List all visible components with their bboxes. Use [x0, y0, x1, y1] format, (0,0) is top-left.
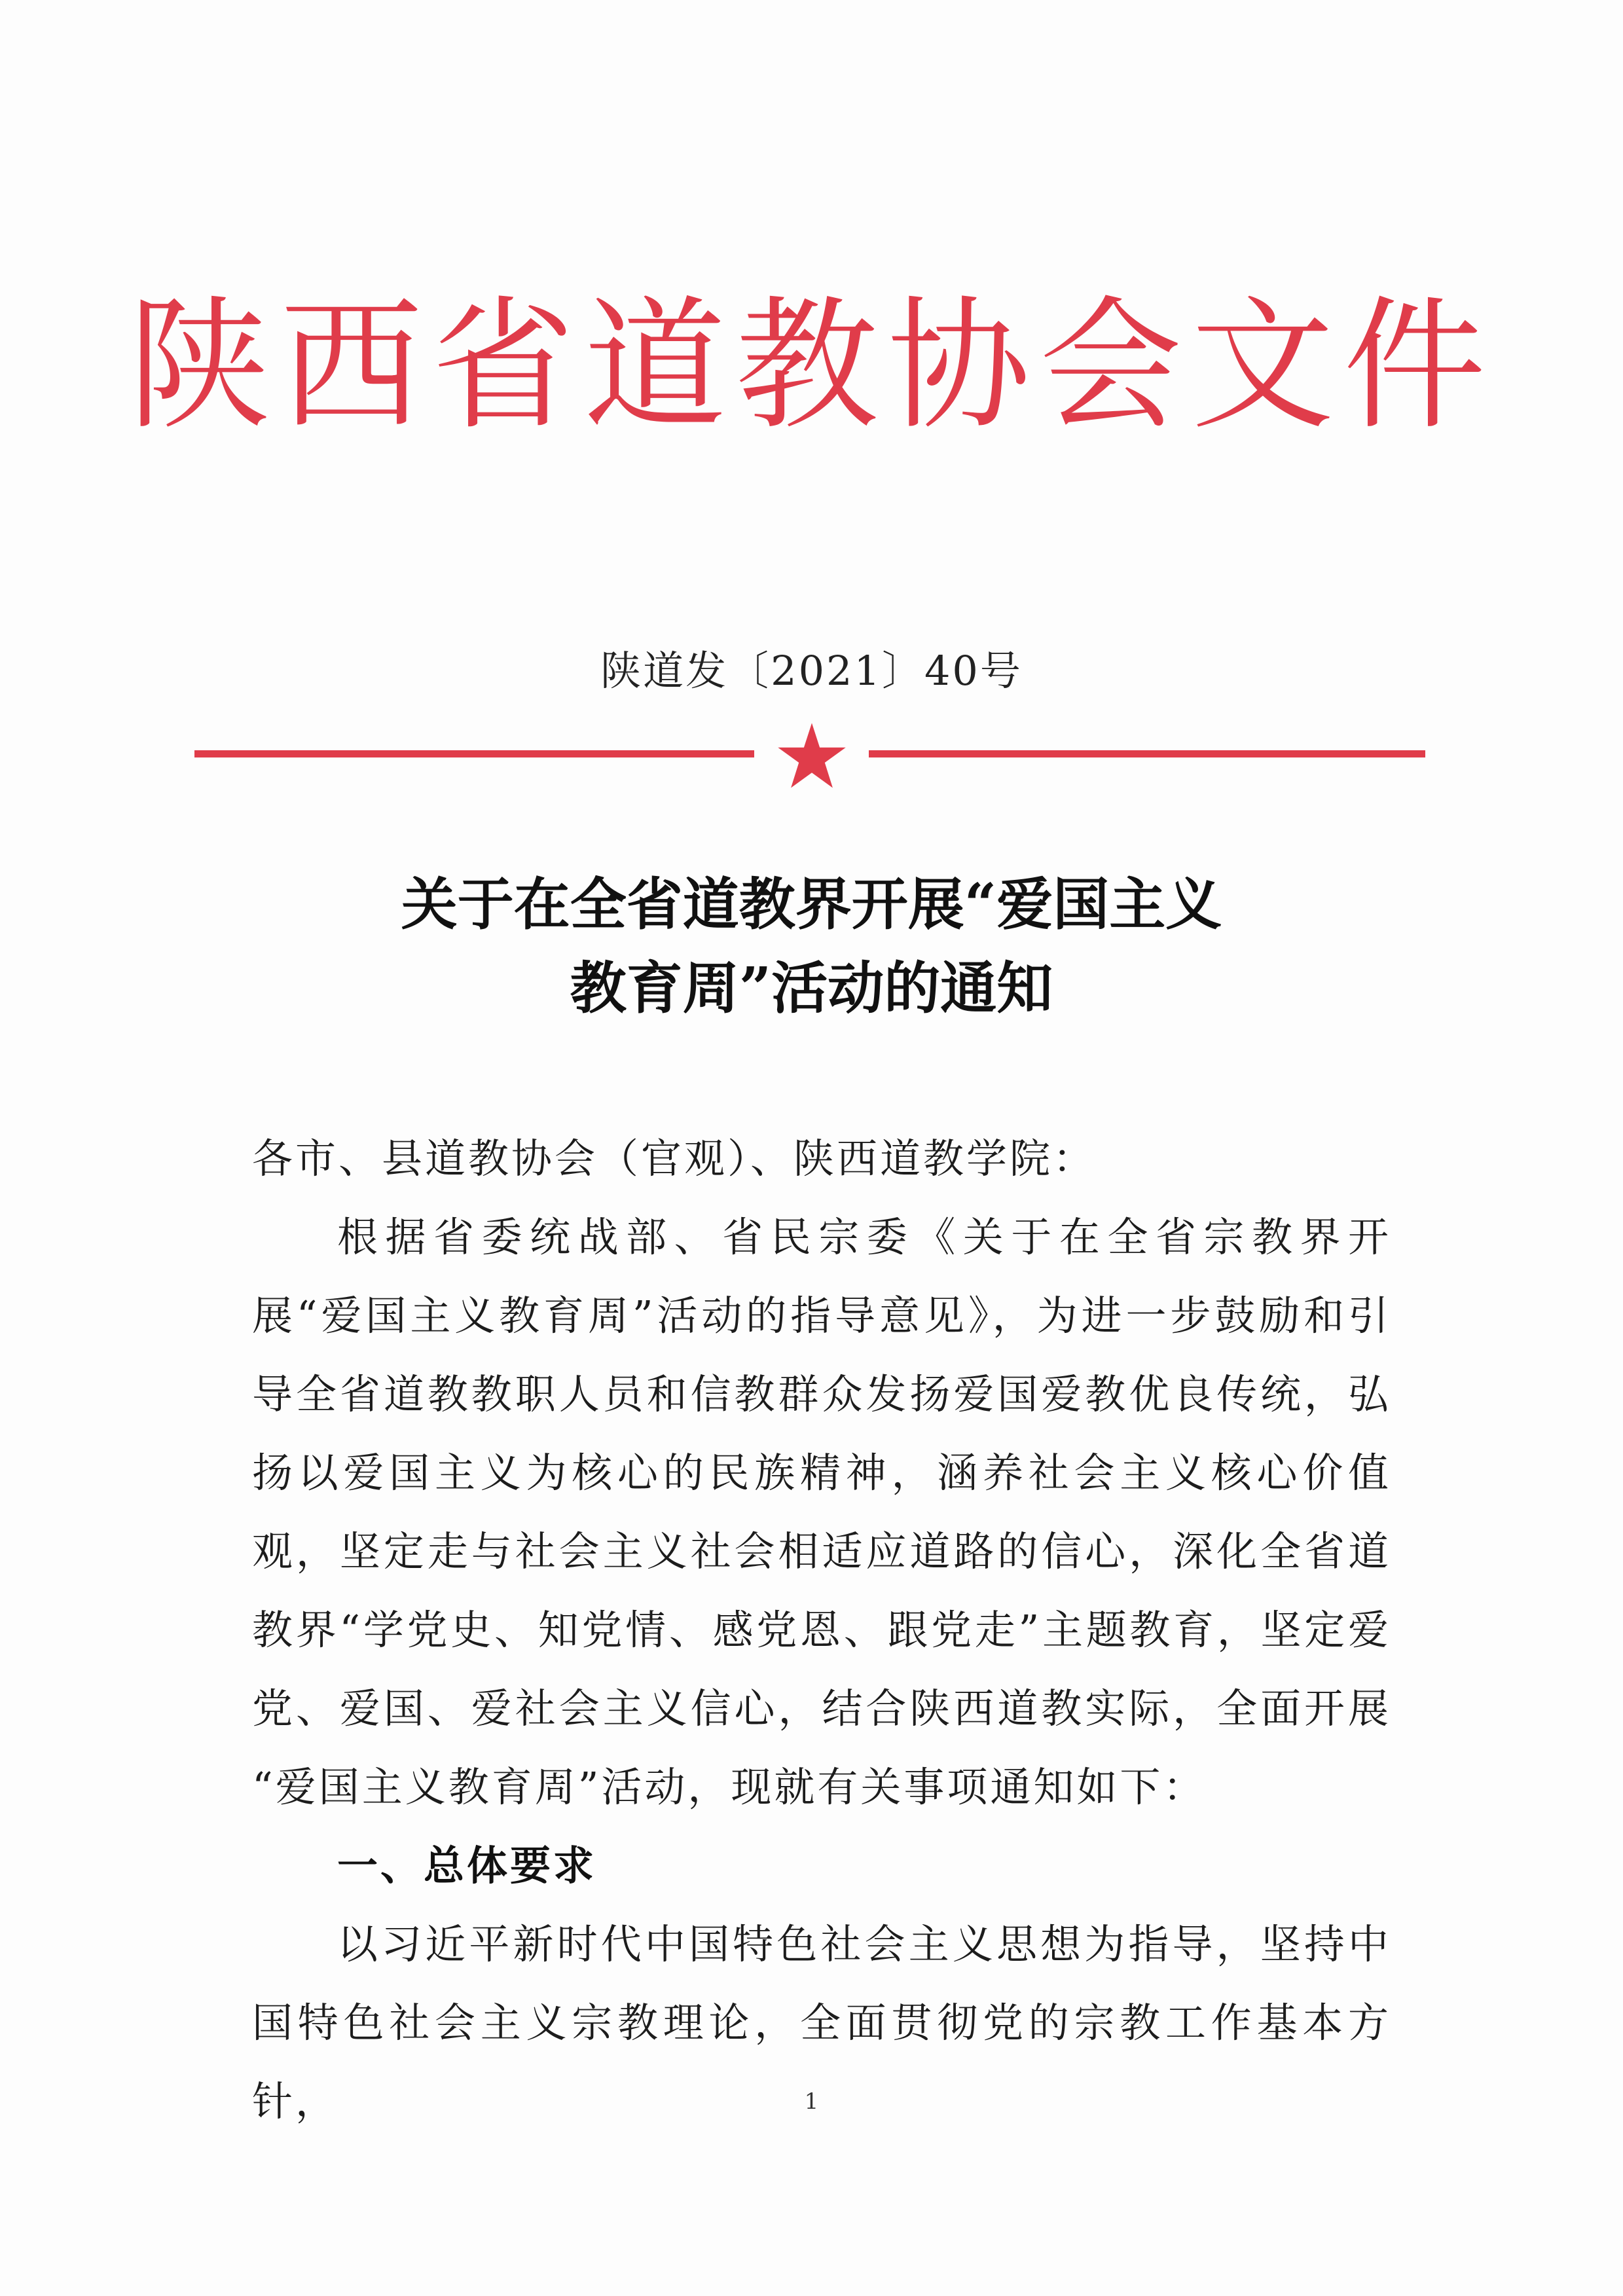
page-number: 1 — [804, 2088, 819, 2115]
red-star-shape — [778, 723, 845, 788]
document-title-line-1: 关于在全省道教界开展“爱国主义 — [401, 871, 1222, 938]
salutation: 各市、县道教协会（官观）、陕西道教学院： — [252, 1135, 1097, 1182]
red-star-icon — [776, 720, 848, 792]
body-paragraph-2: 以习近平新时代中国特色社会主义思想为指导，坚持中国特色社会主义宗教理论，全面贯彻党的宗教工作基本方针， — [252, 1920, 1391, 2125]
red-separator-left — [194, 750, 754, 757]
body-paragraph-1: 根据省委统战部、省民宗委《关于在全省宗教界开展“爱国主义教育周”活动的指导意见》，为进一步鼓励和引导全省道教教职人员和信教群众发扬爱国爱教优良传统，弘扬以爱国主义为核心的民族精神，涵养社会主义核心价值观，坚定走与社会主义社会相适应道路的信心，深化全省道教界“学党史、知党情、感党恩、跟党走”主题教育，坚定爱党、爱国、爱社会主义信心，结合陕西道教实际，全面开展 “爱国主义教育周”活动，现就有关事项通知如下： — [252, 1213, 1391, 1811]
red-separator-right — [869, 750, 1425, 757]
document-title-line-2: 教育周”活动的通知 — [570, 955, 1053, 1021]
document-title — [0, 863, 1623, 1030]
section-heading-1: 一、总体要求 — [337, 1842, 597, 1889]
issuing-organization-header: 陕西省道教协会文件 — [128, 283, 1495, 449]
document-number: 陕道发〔2021〕40号 — [600, 647, 1023, 695]
